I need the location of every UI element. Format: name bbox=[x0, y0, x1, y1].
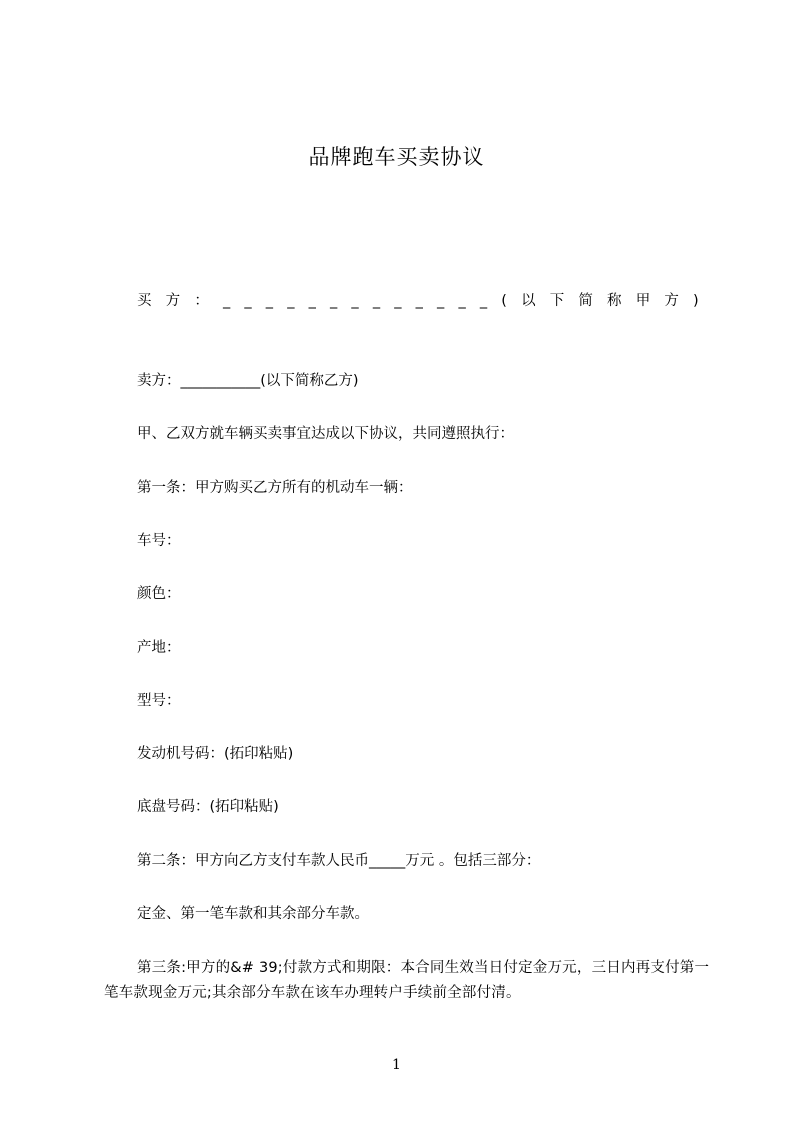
payment-parts: 定金、第一笔车款和其余部分车款。 bbox=[137, 906, 369, 922]
buyer-line-char: 简 bbox=[578, 293, 593, 309]
seller-line: 卖方：___________(以下简称乙方) bbox=[137, 373, 359, 389]
buyer-line-char: _ bbox=[437, 293, 445, 309]
field-model: 型号： bbox=[137, 693, 181, 709]
buyer-line bbox=[137, 291, 699, 311]
buyer-line-char: _ bbox=[244, 293, 252, 309]
buyer-line-char: _ bbox=[372, 293, 381, 309]
buyer-line-char: _ bbox=[222, 293, 231, 309]
buyer-line-char: 以 bbox=[521, 293, 536, 309]
field-engine-number: 发动机号码：(拓印粘贴) bbox=[137, 746, 294, 762]
document-title: 品牌跑车买卖协议 bbox=[308, 145, 485, 169]
buyer-line-char: _ bbox=[351, 293, 359, 309]
field-origin: 产地： bbox=[137, 640, 181, 656]
article-3: 第三条:甲方的&# 39;付款方式和期限：本合同生效当日付定金万元，三日内再支付第一笔车款现金万元;其余部分车款在该车办理转户手续前全部付清。 bbox=[104, 960, 710, 1001]
buyer-line-char: _ bbox=[330, 293, 338, 309]
buyer-line-char: _ bbox=[394, 293, 402, 309]
buyer-line-char: 下 bbox=[549, 293, 565, 309]
buyer-line-char: 方 bbox=[165, 293, 181, 309]
article-1: 第一条：甲方购买乙方所有的机动车一辆： bbox=[137, 480, 413, 496]
intro-paragraph: 甲、乙双方就车辆买卖事宜达成以下协议，共同遵照执行： bbox=[137, 426, 514, 442]
buyer-line-char: _ bbox=[458, 293, 466, 309]
buyer-line-char: ： bbox=[194, 293, 209, 309]
buyer-line-char: _ bbox=[287, 293, 295, 309]
buyer-line-char: 买 bbox=[137, 293, 152, 309]
buyer-line-char: _ bbox=[479, 293, 488, 309]
article-2: 第二条：甲方向乙方支付车款人民币_____万元 。包括三部分： bbox=[137, 853, 541, 869]
buyer-line-char: ) bbox=[693, 293, 699, 309]
buyer-line-char: _ bbox=[308, 293, 316, 309]
field-chassis-number: 底盘号码：(拓印粘贴) bbox=[137, 799, 279, 815]
buyer-line-char: 方 bbox=[664, 293, 679, 309]
field-color: 颜色： bbox=[137, 586, 181, 602]
field-plate-number: 车号： bbox=[137, 533, 181, 549]
buyer-line-char: _ bbox=[265, 293, 274, 309]
buyer-line-char: _ bbox=[415, 293, 423, 309]
buyer-line-char: 称 bbox=[607, 293, 622, 309]
page-number: 1 bbox=[392, 1057, 401, 1073]
buyer-line-char: ( bbox=[501, 293, 507, 309]
buyer-line-char: 甲 bbox=[635, 293, 651, 309]
